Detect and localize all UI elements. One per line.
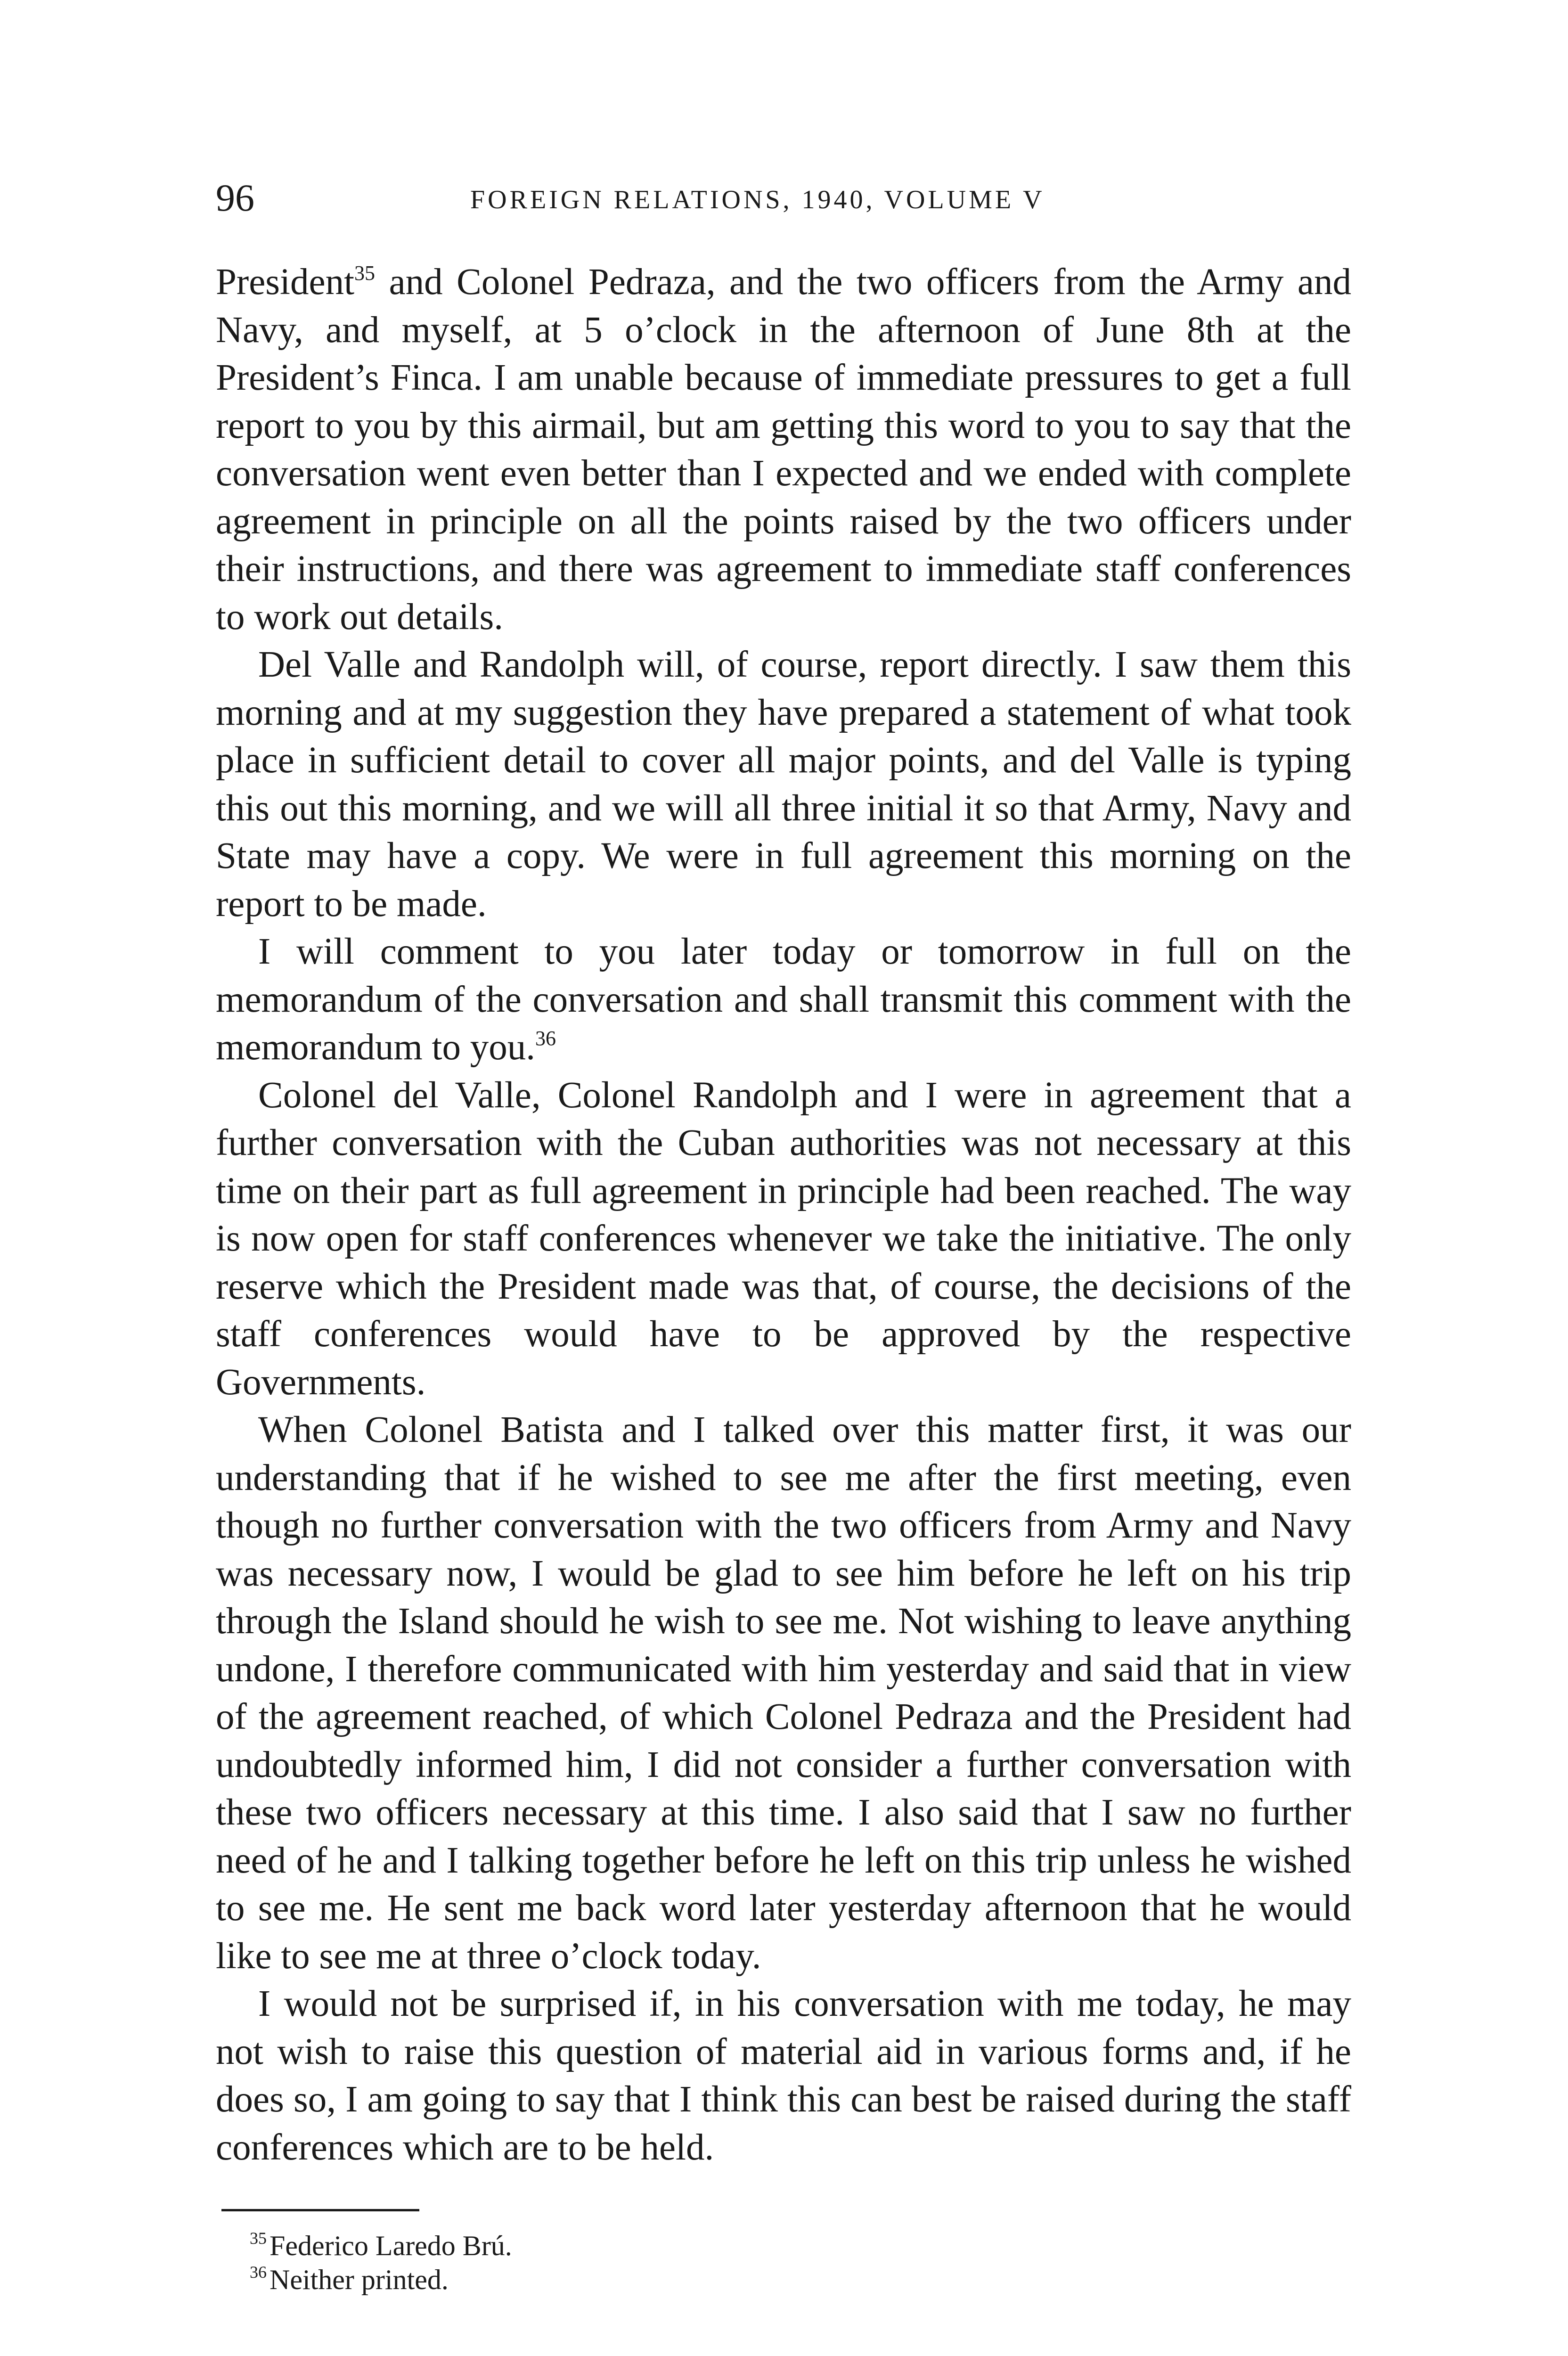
footnote-ref-36: 36 — [535, 1027, 556, 1050]
paragraph: Del Valle and Randolph will, of course, report directly. I saw them this morning and at my suggestion they have prepared a statement of what took place in sufficient detail to cover all major points, and del Valle is typing this out this morning, and we will all three initial it so that Army, Navy and State may have a copy. We were in full agreement this morning on the report to be made. — [216, 644, 1351, 924]
footnotes — [250, 2229, 1286, 2297]
footnote-text: Federico Laredo Brú. — [270, 2230, 512, 2261]
footnote-text: Neither printed. — [270, 2264, 449, 2295]
page-header — [216, 174, 1351, 231]
paragraph-text: President — [216, 262, 355, 303]
footnote-rule — [221, 2209, 419, 2211]
paragraph — [216, 928, 1351, 1072]
footnote-36 — [250, 2263, 1286, 2297]
footnote-35 — [250, 2229, 1286, 2263]
paragraph: When Colonel Batista and I talked over this matter first, it was our understanding that if he wished to see me after the first meeting, even though no further conversation with the two officers from Army and Navy was necessary now, I would be glad to see him before he left on his trip through the Island should he wish to see me. Not wishing to leave anything undone, I therefore communicated with him yesterday and said that in view of the agreement reached, of which Colonel Pedraza and the President had undoubtedly informed him, I did not consider a further conversation with these two officers necessary at this time. I also said that I saw no further need of he and I talking together before he left on this trip unless he wished to see me. He sent me back word later yesterday afternoon that he would like to see me at three o’clock today. — [216, 1409, 1351, 1977]
paragraph: I would not be surprised if, in his conversation with me today, he may not wish to raise this question of material aid in various forms and, if he does so, I am going to say that I think this can best be raised during the staff conferences which are to be held. — [216, 1983, 1351, 2168]
paragraph — [216, 258, 1351, 641]
footnote-number: 35 — [250, 2229, 267, 2248]
body-text — [216, 258, 1351, 2171]
running-head: FOREIGN RELATIONS, 1940, VOLUME V — [470, 185, 1045, 214]
page-number: 96 — [216, 176, 254, 219]
footnote-ref-35: 35 — [354, 262, 376, 285]
paragraph-text: and Colonel Pedraza, and the two officers from the Army and Navy, and myself, at 5 o’clock in the afternoon of June 8th at the President’s Finca. I am unable because of immediate pressures to get a full report to you by this airmail, but am getting this word to you to say that the conversation went even better than I expected and we ended with complete agreement in principle on all the points raised by the two officers under their instructions, and there was agreement to immediate staff conferences to work out details. — [216, 262, 1351, 638]
paragraph-text: I will comment to you later today or tomorrow in full on the memorandum of the conversation and shall transmit this comment with the memorandum to you. — [216, 931, 1351, 1068]
paragraph: Colonel del Valle, Colonel Randolph and I were in agreement that a further conversation with the Cuban authorities was not necessary at this time on their part as full agreement in principle had been reached. The way is now open for staff conferences whenever we take the initiative. The only reserve which the President made was that, of course, the decisions of the staff conferences would have to be approved by the respective Governments. — [216, 1074, 1351, 1403]
footnote-number: 36 — [250, 2263, 267, 2282]
